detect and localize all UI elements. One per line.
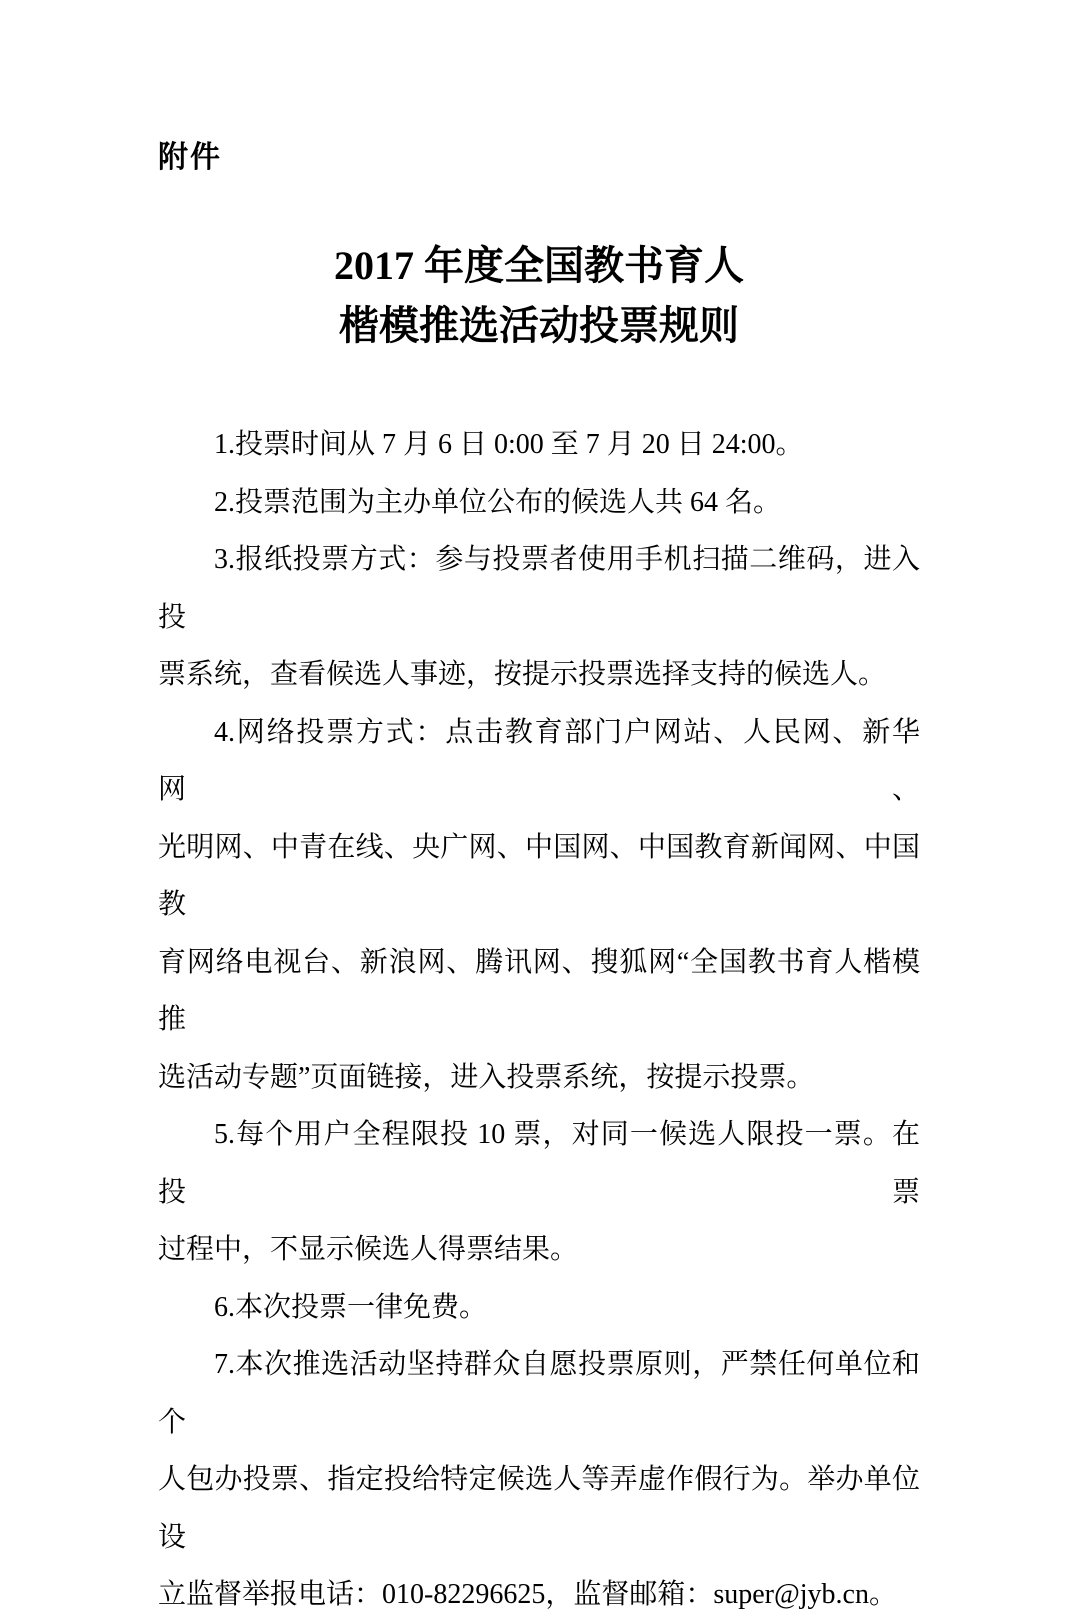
document-title-line-1: 2017 年度全国教书育人 — [334, 243, 744, 288]
document-body — [158, 416, 920, 1624]
rule-4-line-2: 光明网、中青在线、央广网、中国网、中国教育新闻网、中国教 — [158, 831, 920, 920]
rule-4-line-3: 育网络电视台、新浪网、腾讯网、搜狐网“全国教书育人楷模推 — [158, 946, 920, 1035]
rule-3-line-2: 票系统，查看候选人事迹，按提示投票选择支持的候选人。 — [158, 659, 887, 690]
rule-7-line-1: 7.本次推选活动坚持群众自愿投票原则，严禁任何单位和个 — [158, 1349, 920, 1438]
rule-4-line-4: 选活动专题”页面链接，进入投票系统，按提示投票。 — [158, 1061, 815, 1093]
document-title — [158, 236, 920, 356]
attachment-label: 附件 — [158, 141, 222, 174]
rule-4-line-1: 4.网络投票方式：点击教育部门户网站、人民网、新华网、 — [158, 716, 920, 805]
rule-6-line-1: 6.本次投票一律免费。 — [214, 1291, 488, 1323]
rule-7-line-2: 人包办投票、指定投给特定候选人等弄虚作假行为。举办单位设 — [158, 1464, 920, 1553]
rule-5-line-2: 过程中，不显示候选人得票结果。 — [158, 1234, 579, 1265]
rule-7-line-3: 立监督举报电话：010-82296625，监督邮箱：super@jyb.cn。 — [158, 1579, 897, 1610]
document-title-line-2: 楷模推选活动投票规则 — [339, 303, 739, 348]
rule-5-line-1: 5.每个用户全程限投 10 票，对同一候选人限投一票。在投票 — [158, 1119, 920, 1208]
rule-3-line-1: 3.报纸投票方式：参与投票者使用手机扫描二维码，进入投 — [158, 544, 920, 633]
rule-1-line-1: 1.投票时间从 7 月 6 日 0:00 至 7 月 20 日 24:00。 — [214, 429, 804, 460]
rule-2-line-1: 2.投票范围为主办单位公布的候选人共 64 名。 — [214, 486, 782, 518]
